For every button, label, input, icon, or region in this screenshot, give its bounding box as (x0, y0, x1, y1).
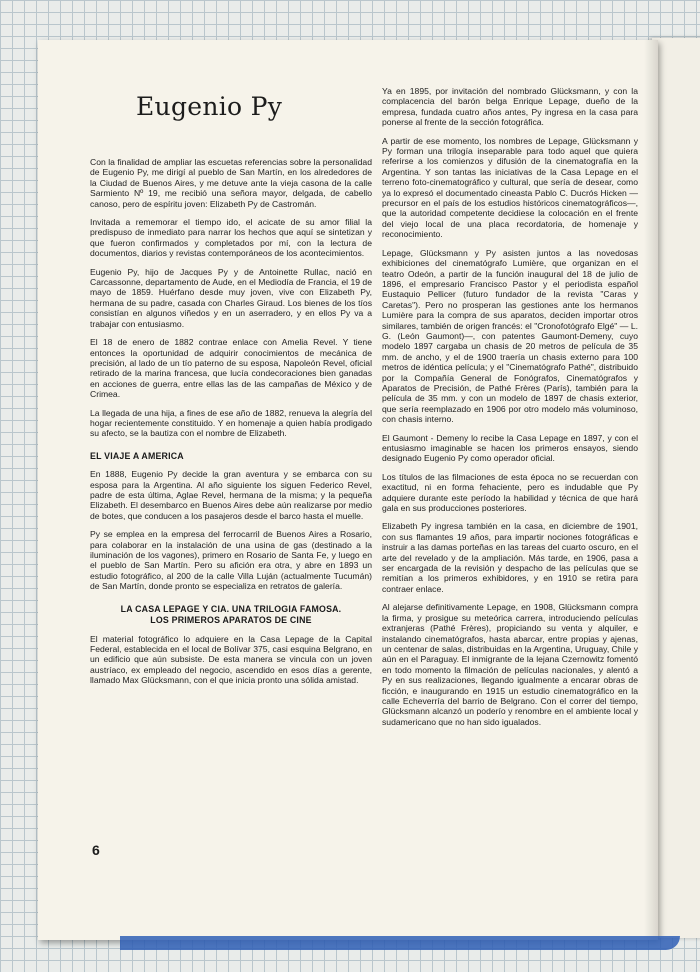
paragraph: Eugenio Py, hijo de Jacques Py y de Antoinette Rullac, nació en Carcassonne, departamento de Aude, en el Mediodía de Francia, el 19 de mayo de 1859. Huérfano desde muy joven, vive con Elizabeth Py, hermana de su padre, casada con Charles Giraud. Los bienes de los tíos consistían en algunos viñedos y en un aserradero, y en ellos Py va a trabajar con entusiasmo. (90, 266, 372, 329)
left-column (90, 157, 372, 694)
paragraph: Con la finalidad de ampliar las escuetas referencias sobre la personalidad de Eugenio Py, me dirigí al pueblo de San Martín, en los alrededores de la Ciudad de Buenos Aires, y me detuve ante la vieja casona de la calle Sarmiento Nº 19, me recibió una señora mayor, delgada, de cabello canoso, pero de espíritu joven: Elizabeth Py de Castromán. (90, 157, 372, 209)
paragraph: Invitada a rememorar el tiempo ido, el acicate de su amor filial la predispuso de inmediato para narrar los hechos que aquí se sintetizan y que fueron confirmados y completados por mí, con la lectura de documentos, diarios y revistas contemporáneos de los acontecimientos. (90, 217, 372, 259)
paragraph: Lepage, Glücksmann y Py asisten juntos a las novedosas exhibiciones del cinematógrafo Lumière, que organizan en el teatro Odeón, a partir de la función inaugural del 18 de julio de 1896, el empresario Francisco Pastor y el periodista español Eustaquio Pellicer (futuro fundador de la revista "Caras y Caretas"). Pero no prosperan las gestiones ante los hermanos Lumière para la compra de sus aparatos, deciden importar otros similares, también de origen francés: el "Cronofotógrafo Elgé" — L. G. (León Gaumont)—, con patentes Gaumont-Demeny, cuyo modelo 1897 cargaba un chasis de 20 metros de película de 35 mm. de ancho, y el de 1900 traería un chasis externo para 100 metros de idéntica película; y el "Cinematógrafo Pathé", distribuido por la Compañía General de Fonógrafos, Cinematógrafos y Aparatos de Precisión, de Pathé Frères (París), también para la película de 35 mm. y con un modelo de 1897 de chasis exterior, que sería reemplazado en 1906 por otro modelo más voluminoso, con chasis interno. (382, 247, 638, 425)
right-column (382, 86, 638, 735)
heading-line: LOS PRIMEROS APARATOS DE CINE (150, 614, 312, 625)
page-number: 6 (92, 842, 100, 858)
paragraph: El material fotográfico lo adquiere en la Casa Lepage de la Capital Federal, establecida en el local de Bolívar 375, casi esquina Belgrano, en un edificio que aún subsiste. De esta manera se vincula con un joven austríaco, ex empleado del negocio, ascendido en esos días a gerente, llamado Max Glücksmann, con el que inicia pronto una sólida amistad. (90, 633, 372, 686)
section-heading-viaje: EL VIAJE A AMERICA (90, 450, 184, 461)
paragraph: Ya en 1895, por invitación del nombrado Glücksmann, y con la complacencia del barón belga Enrique Lepage, dueño de la empresa, fundada cuatro años antes, Py ingresa en la casa para ponerse al frente de la sección fotográfica. (382, 86, 638, 128)
adjacent-page (652, 38, 700, 938)
heading-line: LA CASA LEPAGE Y CIA. UNA TRILOGIA FAMOSA. (120, 603, 342, 614)
paragraph: Elizabeth Py ingresa también en la casa, en diciembre de 1901, con sus flamantes 19 años, para impartir nociones fotográficas e instruir a las damas porteñas en las tareas del cuarto oscuro, en el arte del revelado y de la ampliación. Más tarde, en 1906, pasa a ser encargada de la revisión y despacho de las películas que se remitían a los primeros exhibidores, y en 1910 se retira para contraer enlace. (382, 521, 638, 594)
paragraph: Al alejarse definitivamente Lepage, en 1908, Glücksmann compra la firma, y prosigue su meteórica carrera, introduciendo películas extranjeras (Pathé Frères), propiciando su venta y alquiler, e instalando cinematógrafos, hasta abarcar, entre propias y ajenas, un centenar de salas, distribuidas en la Argentina, Uruguay, Chile y aún en el Paraguay. El inmigrante de la lejana Czernowitz fomentó en todo momento la filmación de películas nacionales, y alentó a Py en sus realizaciones, llegando igualmente a encarar obras de ficción, e inaugurando en 1915 un estudio cinematográfico en la calle Echeverría del barrio de Belgrano. Con el correr del tiempo, Glücksmann alcanzó un poderío y renombre en el ambiente local y sudamericano que no han sido igualados. (382, 602, 638, 727)
paragraph: Los títulos de las filmaciones de esta época no se recuerdan con exactitud, ni en forma fehaciente, pero es indudable que Py adquiere durante este período la habilidad y técnica de que hará gala en sus producciones posteriores. (382, 471, 638, 514)
blue-under-page (120, 936, 680, 950)
paragraph: Py se emplea en la empresa del ferrocarril de Buenos Aires a Rosario, para colaborar en la instalación de una usina de gas (destinado a la iluminación de los vagones), primero en Rosario de Santa Fe, y luego en el pueblo de San Martín. Pero su afición era otra, y abre en 1893 un estudio fotográfico, al 200 de la calle Villa Luján (actualmente Tucumán) de San Martín, donde pronto se especializa en retratos de galería. (90, 529, 372, 592)
paragraph: La llegada de una hija, a fines de ese año de 1882, renueva la alegría del hogar recientemente constituido. Y en homenaje a quien había prodigado su afecto, se la bautiza con el nombre de Elizabeth. (90, 407, 372, 439)
section-heading-lepage (90, 604, 372, 626)
paragraph: El 18 de enero de 1882 contrae enlace con Amelia Revel. Y tiene entonces la oportunidad de adquirir conocimientos de mecánica de precisión, al lado de un tío paterno de su esposa, Napoleón Revel, oficial retirado de la marina francesa, que lucía condecoraciones bien ganadas en acciones de guerra, entre ellas las de las campañas de México y de Crimea. (90, 337, 372, 400)
paragraph: A partir de ese momento, los nombres de Lepage, Glücksmann y Py forman una trilogía inseparable para todo aquel que quiera referirse a los comienzos y difusión de la cinematografía en la Argentina. Y son tantas las iniciativas de la Casa Lepage en el terreno foto-cinematográfico y cultural, que sería de desear, como ya lo expresó el documentado cineasta Pablo C. Ducrós Hicken —precursor en el país de los estudios históricos cinematográficos—, que la autoridad competente decidiese la colocación en el frente del viejo local de una placa recordatoria, de homenaje y reconocimiento. (382, 135, 638, 240)
paragraph: El Gaumont - Demeny lo recibe la Casa Lepage en 1897, y con el entusiasmo imaginable se hacen los primeros ensayos, siendo designado Eugenio Py como operador oficial. (382, 432, 638, 464)
page-gutter (644, 40, 658, 940)
paragraph: En 1888, Eugenio Py decide la gran aventura y se embarca con su esposa para la Argentina. Al año siguiente los siguen Federico Revel, padre de esta última, Aglae Revel, hermana de la misma; y la pequeña Elizabeth. El desembarco en Buenos Aires debe aún realizarse por medio de botes, que conducen a los pasajeros desde el barco hasta el muelle. (90, 469, 372, 521)
article-title: Eugenio Py (136, 92, 283, 121)
